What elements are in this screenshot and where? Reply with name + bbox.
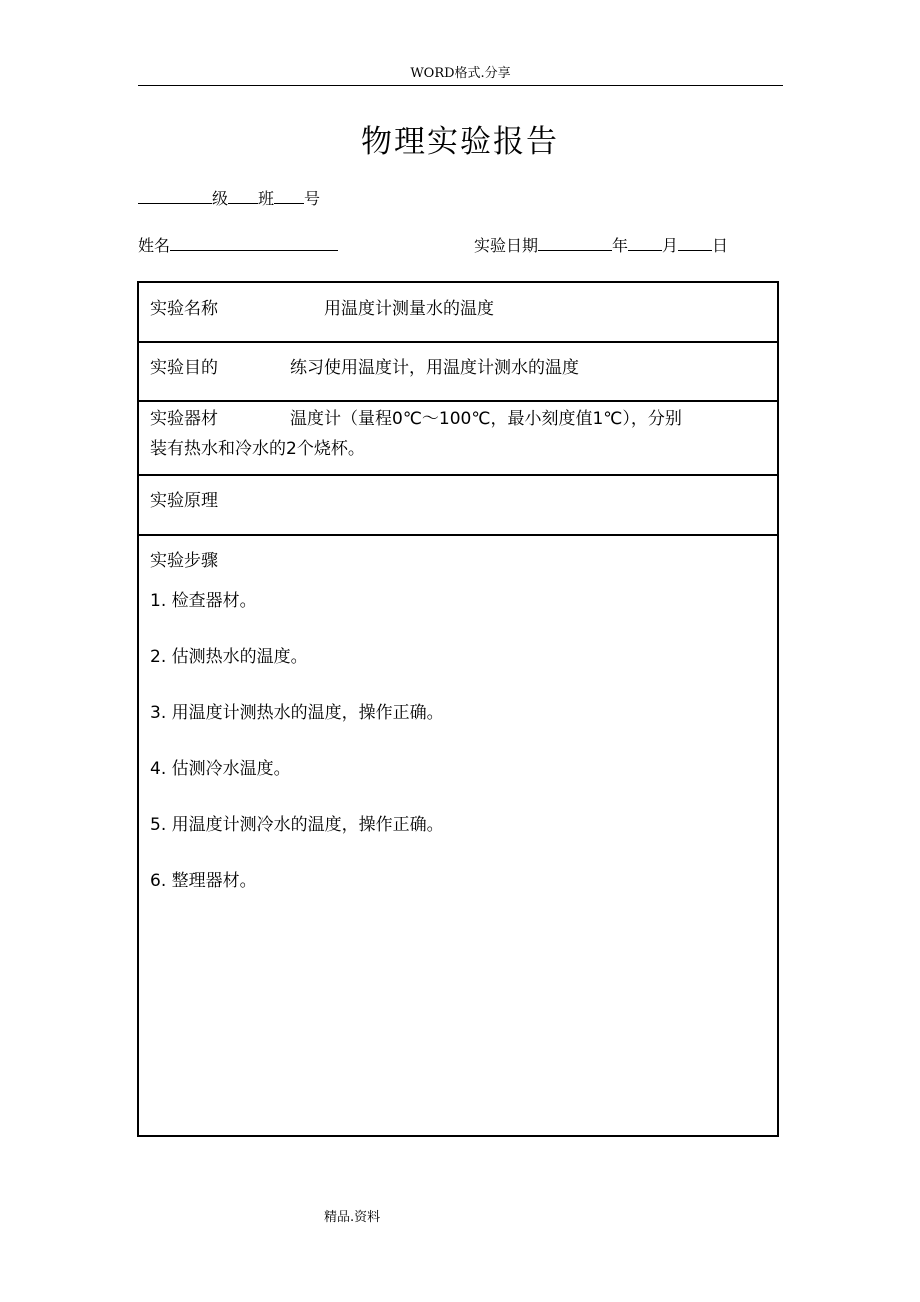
page-title: 物理实验报告 bbox=[361, 124, 559, 160]
step-item: 6. 整理器材。 bbox=[150, 871, 257, 891]
class-label: 班 bbox=[258, 189, 275, 208]
date-label: 实验日期 bbox=[474, 236, 539, 255]
equipment-row bbox=[139, 402, 777, 474]
equipment-row-label: 实验器材 bbox=[150, 409, 218, 429]
name-row-label: 实验名称 bbox=[150, 299, 218, 319]
steps-row-label: 实验步骤 bbox=[150, 551, 218, 571]
year-label: 年 bbox=[612, 236, 629, 255]
equipment-row-value-line1: 温度计（量程0℃～100℃，最小刻度值1℃），分别 bbox=[290, 409, 682, 429]
grade-blank[interactable] bbox=[138, 186, 212, 204]
page-header: WORD格式.分享 bbox=[138, 64, 783, 86]
step-item: 2. 估测热水的温度。 bbox=[150, 647, 308, 667]
steps-row bbox=[139, 536, 777, 1135]
month-label: 月 bbox=[662, 236, 679, 255]
class-line bbox=[138, 186, 320, 210]
report-table bbox=[137, 281, 779, 1137]
purpose-row-value: 练习使用温度计，用温度计测水的温度 bbox=[290, 358, 579, 378]
page-footer: 精品.资料 bbox=[324, 1210, 381, 1225]
number-blank[interactable] bbox=[274, 186, 304, 204]
day-label: 日 bbox=[712, 236, 729, 255]
day-blank[interactable] bbox=[678, 233, 712, 251]
grade-label: 级 bbox=[212, 189, 229, 208]
purpose-row bbox=[139, 343, 777, 400]
step-item: 3. 用温度计测热水的温度，操作正确。 bbox=[150, 703, 444, 723]
month-blank[interactable] bbox=[628, 233, 662, 251]
purpose-row-label: 实验目的 bbox=[150, 358, 218, 378]
equipment-row-value-line2: 装有热水和冷水的2个烧杯。 bbox=[150, 439, 365, 459]
name-blank[interactable] bbox=[170, 233, 338, 251]
step-item: 5. 用温度计测冷水的温度，操作正确。 bbox=[150, 815, 444, 835]
number-label: 号 bbox=[304, 189, 321, 208]
date-line bbox=[474, 233, 728, 257]
name-line bbox=[138, 233, 338, 257]
class-blank[interactable] bbox=[228, 186, 258, 204]
step-item: 1. 检查器材。 bbox=[150, 591, 257, 611]
name-label: 姓名 bbox=[138, 236, 171, 255]
principle-row bbox=[139, 476, 777, 534]
principle-row-label: 实验原理 bbox=[150, 491, 218, 511]
name-row-value: 用温度计测量水的温度 bbox=[324, 299, 494, 319]
year-blank[interactable] bbox=[538, 233, 612, 251]
name-row bbox=[139, 283, 777, 341]
step-item: 4. 估测冷水温度。 bbox=[150, 759, 291, 779]
